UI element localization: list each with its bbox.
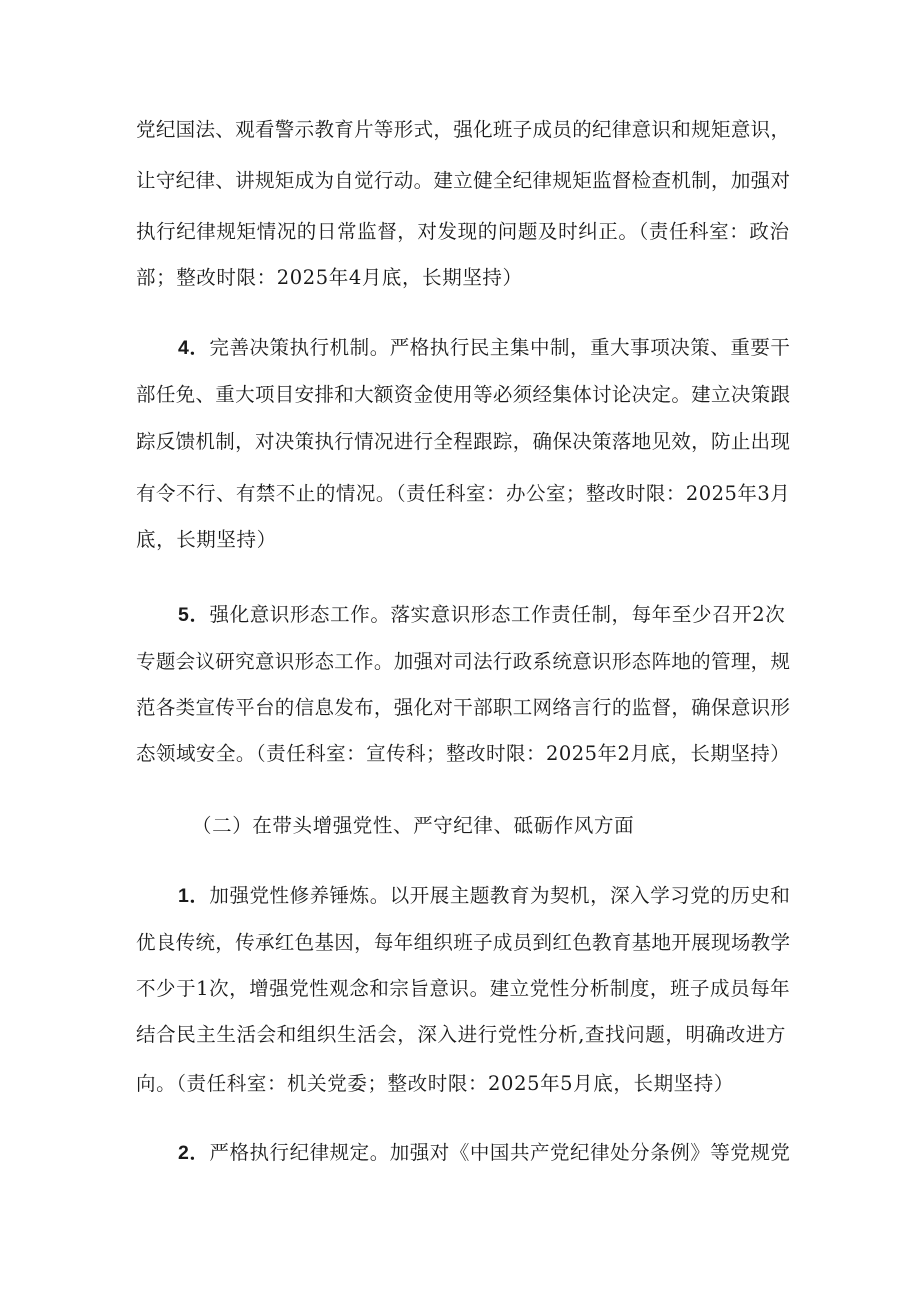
list-item-number: 2． <box>178 1142 210 1164</box>
paragraph-line: 强化意识形态工作。落实意识形态工作责任制，每年至少召开2次 <box>209 603 786 626</box>
paragraph-line: 完善决策执行机制。严格执行民主集中制，重大事项决策、重要干 <box>209 336 791 359</box>
paragraph-line: 结合民主生活会和组织生活会，深入进行党性分析,查找问题，明确改进方 <box>136 1023 786 1046</box>
paragraph-line: 向。（责任科室：机关党委；整改时限：2025年5月底，长期坚持） <box>136 1072 734 1095</box>
paragraph-line: 党纪国法、观看警示教育片等形式，强化班子成员的纪律意识和规矩意识， <box>136 118 791 141</box>
list-item-1-first-line <box>178 884 790 908</box>
paragraph-line: 态领域安全。（责任科室：宣传科；整改时限：2025年2月底，长期坚持） <box>136 742 791 765</box>
list-item-5-first-line <box>178 603 785 627</box>
paragraph-line: 踪反馈机制，对决策执行情况进行全程跟踪，确保决策落地见效，防止出现 <box>136 430 791 453</box>
paragraph-line: 范各类宣传平台的信息发布，强化对干部职工网络言行的监督，确保意识形 <box>136 696 791 719</box>
paragraph-line: 有令不行、有禁不止的情况。（责任科室：办公室；整改时限：2025年3月 <box>136 482 791 505</box>
paragraph-line: 部任免、重大项目安排和大额资金使用等必须经集体讨论决定。建立决策跟 <box>136 383 791 406</box>
paragraph-line: 底，长期坚持） <box>136 528 277 551</box>
paragraph-line: 专题会议研究意识形态工作。加强对司法行政系统意识形态阵地的管理，规 <box>136 650 791 673</box>
paragraph-line: 优良传统，传承红色基因，每年组织班子成员到红色教育基地开展现场教学 <box>136 931 791 954</box>
paragraph-line: 严格执行纪律规定。加强对《中国共产党纪律处分条例》等党规党 <box>209 1141 791 1164</box>
paragraph-line: 让守纪律、讲规矩成为自觉行动。建立健全纪律规矩监督检查机制，加强对 <box>136 169 791 192</box>
paragraph-line: 加强党性修养锤炼。以开展主题教育为契机，深入学习党的历史和 <box>209 884 791 907</box>
list-item-2-first-line <box>178 1141 790 1165</box>
paragraph-line: 执行纪律规矩情况的日常监督，对发现的问题及时纠正。（责任科室：政治 <box>136 220 790 243</box>
list-item-number: 4． <box>178 337 210 359</box>
list-item-number: 1． <box>178 885 210 907</box>
section-heading: （二）在带头增强党性、严守纪律、砥砺作风方面 <box>192 814 635 837</box>
list-item-number: 5． <box>178 604 210 626</box>
paragraph-line: 不少于1次，增强党性观念和宗旨意识。建立党性分析制度，班子成员每年 <box>136 977 791 1000</box>
paragraph-line: 部；整改时限：2025年4月底，长期坚持） <box>136 266 523 289</box>
list-item-4-first-line <box>178 336 790 360</box>
